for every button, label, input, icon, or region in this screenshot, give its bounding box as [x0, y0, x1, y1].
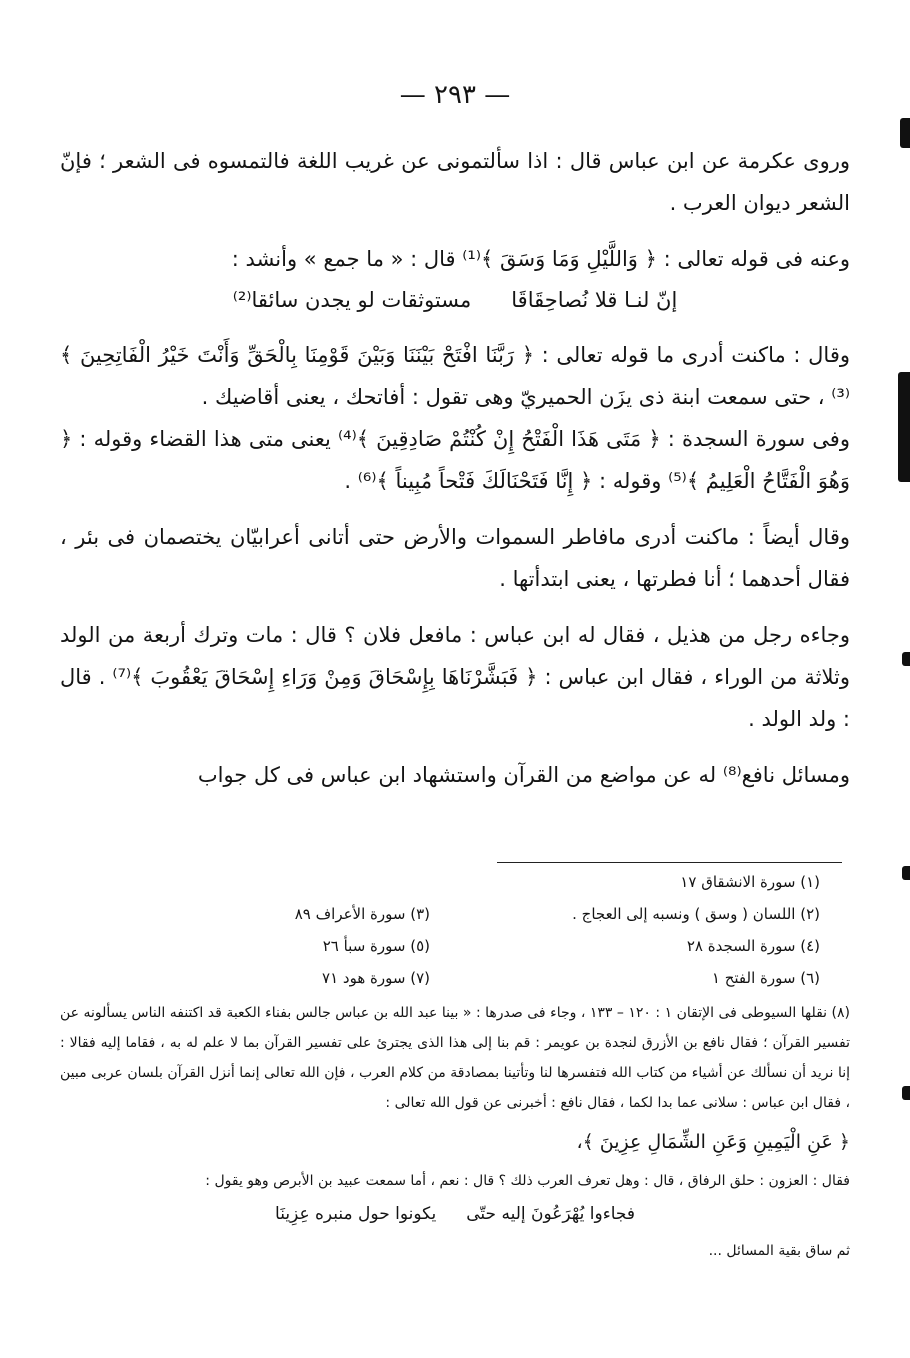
- footnote-poem: [60, 1196, 850, 1232]
- paragraph: وقال : ماكنت أدرى ما قوله تعالى : ﴿ رَبَّنَا افْتَحْ بَيْنَنَا وَبَيْنَ قَوْمِنَا بِالْحَقِّ وَأَنْتَ خَيْرُ الْفَاتِحِينَ ﴾⁽³⁾ ، حتى سمعت ابنة ذى يزَن الحميريّ وهى تقول : أفاتحك ، يعنى أقاضيك .: [60, 343, 850, 409]
- scan-edge-mark: [902, 866, 910, 880]
- poem-hemistich-right: إنّ لنـا قلا نُصاحِقَاقَا: [511, 288, 678, 312]
- footnote: [60, 866, 430, 898]
- paragraph: وروى عكرمة عن ابن عباس قال : اذا سألتمونى عن غريب اللغة فالتمسوه فى الشعر ؛ فإنّ الشعر ديوان العرب .: [60, 149, 850, 215]
- paragraph: وجاءه رجل من هذيل ، فقال له ابن عباس : مافعل فلان ؟ قال : مات وترك أربعة من الولد وثلاثة من الوراء ، فقال ابن عباس : ﴿ فَبَشَّرْنَاهَا بِإِسْحَاقَ وَمِنْ وَرَاءِ إِسْحَاقَ يَعْقُوبَ ﴾⁽⁷⁾ . قال : ولد الولد .: [60, 623, 850, 731]
- scan-edge-mark: [902, 1086, 910, 1100]
- footnote-8-verse: ﴿ عَنِ الْيَمِينِ وَعَنِ الشِّمَالِ عِزِينَ ﴾،: [576, 1131, 850, 1153]
- page-number: — ٢٩٣ —: [399, 80, 511, 110]
- footnote-8: (٨) نقلها السيوطى فى الإتقان ١ : ١٢٠ – ١٣٣ ، وجاء فى صدرها : « بينا عبد الله بن عباس جالس بفناء الكعبة قد اكتنفه الناس يسألونه عن تفسير القرآن ؛ فقال نافع بن الأزرق لنجدة بن عويمر : قم بنا إلى هذا الذى يجترئ على تفسير القرآن بما لا علم له به ، فقاما إليه فقالا : إنا نريد أن نسألك عن أشياء من كتاب الله فتفسرها لنا وتأتينا بمصادقة من كلام العرب ، فإن الله تعالى إنما أنزل القرآن بلسان عربى مبين ، فقال ابن عباس : سلانى عما بدا لكما ، فقال نافع : أخبرنى عن قول الله تعالى :: [60, 1005, 850, 1111]
- poem-hemistich-right: فجاءوا يُهْرَعُونَ إليه حتّى: [466, 1204, 635, 1224]
- footnote-list: [60, 866, 850, 994]
- footnote-divider: [497, 862, 842, 863]
- paragraph: وفى سورة السجدة : ﴿ مَتَى هَذَا الْفَتْحُ إِنْ كُنْتُمْ صَادِقِينَ ﴾⁽⁴⁾ يعنى متى هذا القضاء وقوله : ﴿ وَهُوَ الْفَتَّاحُ الْعَلِيمُ ﴾⁽⁵⁾ وقوله : ﴿ إِنَّا فَتَحْنَالَكَ فَتْحاً مُبِيناً ﴾⁽⁶⁾ .: [60, 427, 850, 493]
- footnote: (٤) سورة السجدة ٢٨: [686, 937, 820, 955]
- footnote: (١) سورة الانشقاق ١٧: [680, 873, 820, 891]
- footnote: (٦) سورة الفتح ١: [711, 969, 820, 987]
- scan-edge-mark: [898, 372, 910, 482]
- footnote-8-end: ثم ساق بقية المسائل ...: [708, 1243, 850, 1259]
- scan-edge-mark: [900, 118, 910, 148]
- poem-hemistich-left: يكونوا حول منبره عِزِينَا: [275, 1204, 437, 1224]
- footnote-8-continued: فقال : العزون : حلق الرفاق ، قال : وهل تعرف العرب ذلك ؟ قال : نعم ، أما سمعت عبيد بن الأبرص وهو يقول :: [205, 1173, 850, 1189]
- footnotes: [60, 866, 850, 1266]
- poem-hemistich-left: مستوثقات لو يجدن سائقا⁽²⁾: [232, 288, 472, 312]
- main-text: [60, 140, 850, 796]
- paragraph: ومسائل نافع⁽⁸⁾ له عن مواضع من القرآن واستشهاد ابن عباس فى كل جواب: [197, 763, 850, 787]
- footnote: (٧) سورة هود ٧١: [322, 969, 430, 987]
- footnote: (٥) سورة سبأ ٢٦: [322, 937, 430, 955]
- paragraph: وعنه فى قوله تعالى : ﴿ وَاللَّيْلِ وَمَا وَسَقَ ﴾⁽¹⁾ قال : « ما جمع » وأنشد :: [231, 247, 850, 271]
- scan-edge-mark: [902, 652, 910, 666]
- poem-verse: [60, 280, 850, 320]
- footnote: (٢) اللسان ( وسق ) ونسبه إلى العجاج .: [572, 905, 820, 923]
- paragraph: وقال أيضاً : ماكنت أدرى مافاطر السموات والأرض حتى أتانى أعرابيّان يختصمان فى بئر ، فقال أحدهما ؛ أنا فطرتها ، يعنى ابتدأتها .: [60, 525, 850, 591]
- footnote: (٣) سورة الأعراف ٨٩: [294, 905, 430, 923]
